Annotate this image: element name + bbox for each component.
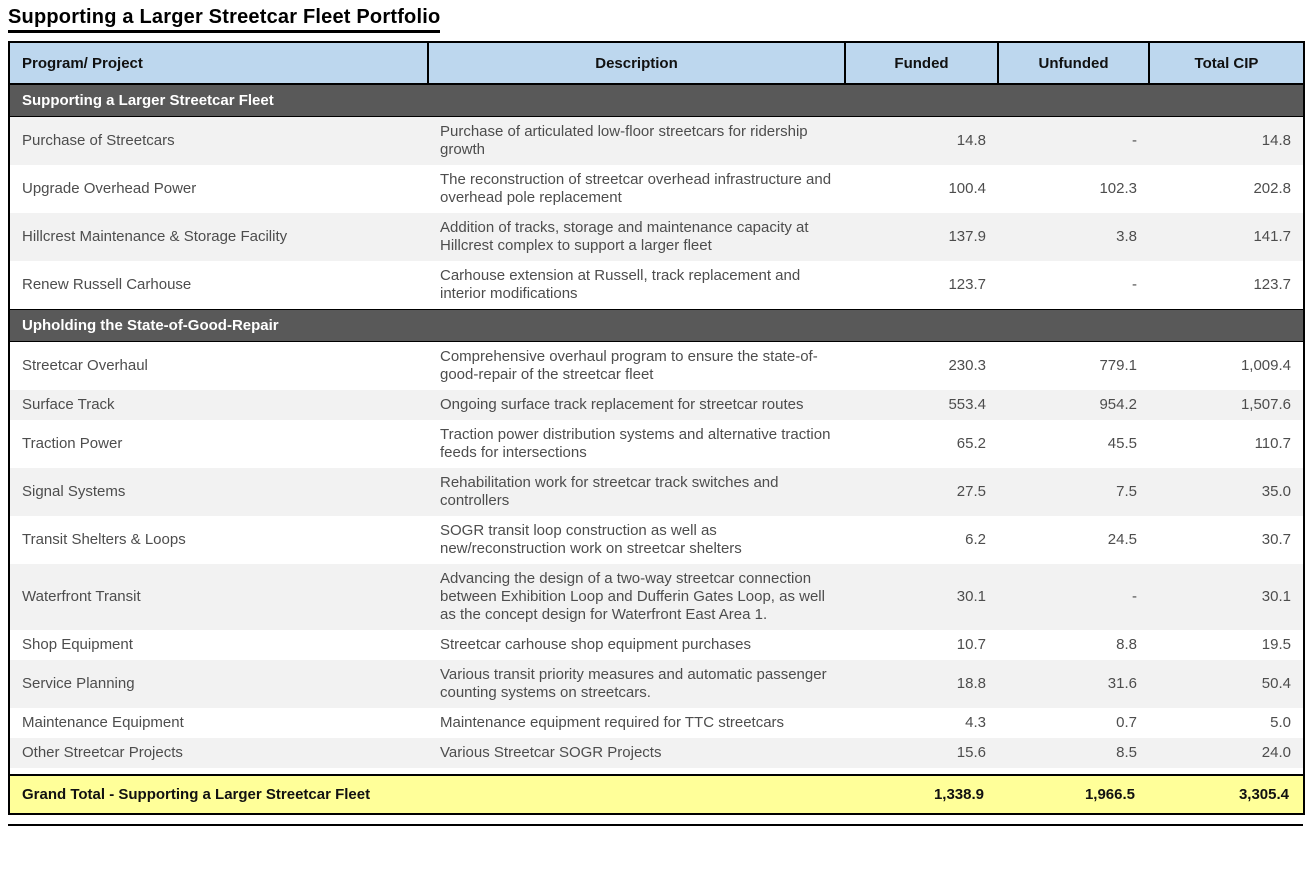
program-name: Streetcar Overhaul — [9, 342, 428, 391]
unfunded-value: 7.5 — [998, 468, 1149, 516]
unfunded-value: 8.8 — [998, 630, 1149, 660]
total-cip-value: 50.4 — [1149, 660, 1304, 708]
program-description: Various Streetcar SOGR Projects — [428, 738, 845, 768]
program-description: Addition of tracks, storage and maintenance capacity at Hillcrest complex to support a larger fleet — [428, 213, 845, 261]
table-footer — [9, 775, 1304, 814]
funded-value: 10.7 — [845, 630, 998, 660]
section-header-label: Supporting a Larger Streetcar Fleet — [9, 84, 1304, 117]
section-header-row — [9, 310, 1304, 342]
table-row — [9, 342, 1304, 391]
program-name: Maintenance Equipment — [9, 708, 428, 738]
program-description: Rehabilitation work for streetcar track switches and controllers — [428, 468, 845, 516]
program-name: Signal Systems — [9, 468, 428, 516]
total-cip-value: 5.0 — [1149, 708, 1304, 738]
total-cip-value: 30.1 — [1149, 564, 1304, 630]
program-name: Renew Russell Carhouse — [9, 261, 428, 310]
program-description: Streetcar carhouse shop equipment purchases — [428, 630, 845, 660]
funded-value: 123.7 — [845, 261, 998, 310]
program-name: Purchase of Streetcars — [9, 117, 428, 166]
table-row — [9, 165, 1304, 213]
funded-value: 553.4 — [845, 390, 998, 420]
section-header-label: Upholding the State-of-Good-Repair — [9, 310, 1304, 342]
program-name: Upgrade Overhead Power — [9, 165, 428, 213]
table-row — [9, 738, 1304, 768]
unfunded-value: - — [998, 564, 1149, 630]
program-description: SOGR transit loop construction as well as new/reconstruction work on streetcar shelters — [428, 516, 845, 564]
program-name: Service Planning — [9, 660, 428, 708]
unfunded-value: 31.6 — [998, 660, 1149, 708]
funded-value: 15.6 — [845, 738, 998, 768]
program-description: Advancing the design of a two-way streetcar connection between Exhibition Loop and Dufferin Gates Loop, as well as the concept design for Waterfront East Area 1. — [428, 564, 845, 630]
unfunded-value: 0.7 — [998, 708, 1149, 738]
column-header-unfunded: Unfunded — [998, 42, 1149, 84]
total-cip-value: 24.0 — [1149, 738, 1304, 768]
table-row — [9, 630, 1304, 660]
grand-total-row — [9, 775, 1304, 814]
program-name: Hillcrest Maintenance & Storage Facility — [9, 213, 428, 261]
total-cip-value: 1,507.6 — [1149, 390, 1304, 420]
program-name: Other Streetcar Projects — [9, 738, 428, 768]
table-row — [9, 660, 1304, 708]
total-cip-value: 110.7 — [1149, 420, 1304, 468]
funded-value: 230.3 — [845, 342, 998, 391]
table-row — [9, 213, 1304, 261]
spacer-row — [9, 768, 1304, 775]
funded-value: 18.8 — [845, 660, 998, 708]
program-name: Surface Track — [9, 390, 428, 420]
funded-value: 27.5 — [845, 468, 998, 516]
unfunded-value: 954.2 — [998, 390, 1149, 420]
grand-total-unfunded: 1,966.5 — [998, 775, 1149, 814]
total-cip-value: 35.0 — [1149, 468, 1304, 516]
column-header-description: Description — [428, 42, 845, 84]
program-description: Ongoing surface track replacement for streetcar routes — [428, 390, 845, 420]
program-description: Various transit priority measures and automatic passenger counting systems on streetcars. — [428, 660, 845, 708]
table-row — [9, 564, 1304, 630]
column-header-program: Program/ Project — [9, 42, 428, 84]
total-cip-value: 141.7 — [1149, 213, 1304, 261]
funded-value: 100.4 — [845, 165, 998, 213]
table-row — [9, 420, 1304, 468]
program-name: Waterfront Transit — [9, 564, 428, 630]
program-description: Carhouse extension at Russell, track replacement and interior modifications — [428, 261, 845, 310]
table-row — [9, 261, 1304, 310]
column-header-funded: Funded — [845, 42, 998, 84]
program-name: Shop Equipment — [9, 630, 428, 660]
program-description: Traction power distribution systems and alternative traction feeds for intersections — [428, 420, 845, 468]
program-description: Comprehensive overhaul program to ensure the state-of-good-repair of the streetcar fleet — [428, 342, 845, 391]
bottom-rule — [8, 824, 1303, 826]
table-body — [9, 84, 1304, 775]
funded-value: 65.2 — [845, 420, 998, 468]
unfunded-value: 24.5 — [998, 516, 1149, 564]
program-name: Traction Power — [9, 420, 428, 468]
spacer-cell — [9, 768, 1304, 775]
total-cip-value: 14.8 — [1149, 117, 1304, 166]
unfunded-value: - — [998, 261, 1149, 310]
cip-portfolio-table — [8, 41, 1305, 815]
program-name: Transit Shelters & Loops — [9, 516, 428, 564]
unfunded-value: 8.5 — [998, 738, 1149, 768]
grand-total-total-cip: 3,305.4 — [1149, 775, 1304, 814]
table-row — [9, 468, 1304, 516]
program-description: The reconstruction of streetcar overhead infrastructure and overhead pole replacement — [428, 165, 845, 213]
unfunded-value: - — [998, 117, 1149, 166]
funded-value: 30.1 — [845, 564, 998, 630]
table-row — [9, 117, 1304, 166]
page-title: Supporting a Larger Streetcar Fleet Portfolio — [8, 6, 440, 33]
program-description: Maintenance equipment required for TTC streetcars — [428, 708, 845, 738]
total-cip-value: 1,009.4 — [1149, 342, 1304, 391]
unfunded-value: 45.5 — [998, 420, 1149, 468]
table-row — [9, 516, 1304, 564]
funded-value: 4.3 — [845, 708, 998, 738]
total-cip-value: 19.5 — [1149, 630, 1304, 660]
column-header-total-cip: Total CIP — [1149, 42, 1304, 84]
header-row — [9, 42, 1304, 84]
unfunded-value: 779.1 — [998, 342, 1149, 391]
total-cip-value: 202.8 — [1149, 165, 1304, 213]
program-description: Purchase of articulated low-floor streetcars for ridership growth — [428, 117, 845, 166]
table-row — [9, 708, 1304, 738]
grand-total-label: Grand Total - Supporting a Larger Streetcar Fleet — [9, 775, 845, 814]
unfunded-value: 3.8 — [998, 213, 1149, 261]
table-header — [9, 42, 1304, 84]
unfunded-value: 102.3 — [998, 165, 1149, 213]
funded-value: 14.8 — [845, 117, 998, 166]
table-row — [9, 390, 1304, 420]
total-cip-value: 123.7 — [1149, 261, 1304, 310]
funded-value: 6.2 — [845, 516, 998, 564]
section-header-row — [9, 84, 1304, 117]
total-cip-value: 30.7 — [1149, 516, 1304, 564]
grand-total-funded: 1,338.9 — [845, 775, 998, 814]
funded-value: 137.9 — [845, 213, 998, 261]
